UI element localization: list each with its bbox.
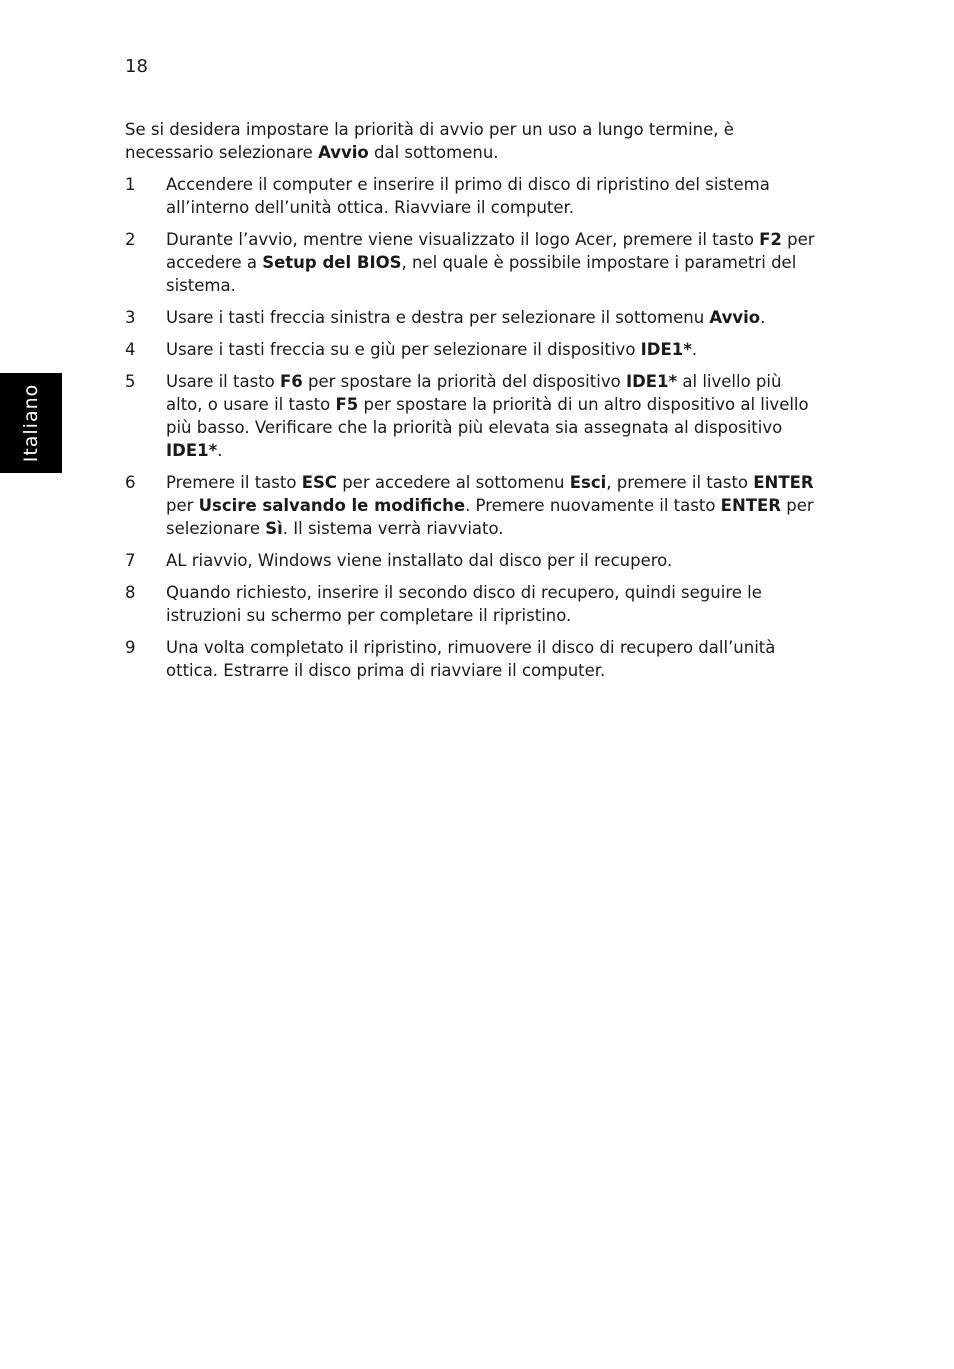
- step-item: [125, 549, 815, 572]
- bold-term: Uscire salvando le modifiche: [198, 496, 466, 515]
- step-item: [125, 370, 815, 462]
- text-run: Quando richiesto, inserire il secondo disco di recupero, quindi seguire le istruzioni su schermo per completare il ripristino.: [166, 583, 762, 625]
- text-run: , premere il tasto: [606, 473, 754, 492]
- bold-term: Avvio: [318, 143, 369, 162]
- text-run: .: [217, 441, 223, 460]
- step-number: 5: [125, 372, 136, 391]
- step-text: [166, 338, 815, 361]
- step-number: 7: [125, 551, 136, 570]
- step-item: [125, 581, 815, 627]
- text-run: Accendere il computer e inserire il primo di disco di ripristino del sistema all’interno dell’unità ottica. Riavviare il computer.: [166, 175, 770, 217]
- text-run: Una volta completato il ripristino, rimuovere il disco di recupero dall’unità ottica. Estrarre il disco prima di riavviare il computer.: [166, 638, 776, 680]
- step-text: [166, 471, 815, 540]
- step-item: [125, 173, 815, 219]
- step-text: [166, 173, 815, 219]
- page-content: [125, 118, 815, 691]
- bold-term: F2: [759, 230, 782, 249]
- text-run: Usare i tasti freccia su e giù per selezionare il dispositivo: [166, 340, 641, 359]
- text-run: .: [760, 308, 766, 327]
- step-item: [125, 338, 815, 361]
- text-run: dal sottomenu.: [368, 143, 499, 162]
- step-item: [125, 471, 815, 540]
- bold-term: ENTER: [753, 473, 814, 492]
- language-side-tab: [0, 373, 62, 473]
- language-side-tab-label: Italiano: [20, 383, 42, 463]
- step-number: 3: [125, 308, 136, 327]
- text-run: .: [691, 340, 698, 359]
- bold-term: IDE1*: [640, 340, 692, 359]
- step-number: 1: [125, 175, 136, 194]
- text-run: per accedere al sottomenu: [336, 473, 570, 492]
- text-run: . Premere nuovamente il tasto: [465, 496, 721, 515]
- step-text: [166, 549, 815, 572]
- text-run: Usare il tasto: [166, 372, 281, 391]
- step-number: 9: [125, 638, 136, 657]
- text-run: Se si desidera impostare la priorità di avvio per un uso a lungo termine, è necessario selezionare: [125, 120, 734, 162]
- step-text: [166, 228, 815, 297]
- text-run: al livello più alto, o usare il tasto: [166, 372, 782, 414]
- step-number: 6: [125, 473, 136, 492]
- bold-term: Sì: [265, 519, 283, 538]
- bold-term: F5: [335, 395, 359, 414]
- page-number: 18: [125, 56, 148, 77]
- bold-term: Avvio: [709, 308, 761, 327]
- text-run: per: [166, 496, 199, 515]
- step-item: [125, 636, 815, 682]
- text-run: per accedere a: [166, 230, 815, 272]
- text-run: Usare i tasti freccia sinistra e destra per selezionare il sottomenu: [166, 308, 710, 327]
- bold-term: IDE1*: [625, 372, 678, 391]
- step-text: [166, 636, 815, 682]
- text-run: , nel quale è possibile impostare i parametri del sistema.: [166, 253, 797, 295]
- steps-list: [125, 173, 815, 682]
- step-item: [125, 306, 815, 329]
- text-run: per spostare la priorità del dispositivo: [302, 372, 626, 391]
- step-text: [166, 581, 815, 627]
- step-number: 4: [125, 340, 136, 359]
- bold-term: Esci: [569, 473, 607, 492]
- bold-term: ESC: [301, 473, 337, 492]
- text-run: per selezionare: [166, 496, 814, 538]
- bold-term: Setup del BIOS: [262, 253, 402, 272]
- text-run: . Il sistema verrà riavviato.: [282, 519, 504, 538]
- step-text: [166, 306, 815, 329]
- step-number: 8: [125, 583, 136, 602]
- intro-paragraph: [125, 118, 815, 164]
- text-run: per spostare la priorità di un altro dispositivo al livello più basso. Verificare che la priorità più elevata sia assegnata al dispositivo: [166, 395, 809, 437]
- bold-term: F6: [280, 372, 303, 391]
- text-run: Premere il tasto: [166, 473, 302, 492]
- text-run: AL riavvio, Windows viene installato dal disco per il recupero.: [166, 551, 673, 570]
- text-run: Durante l’avvio, mentre viene visualizzato il logo Acer, premere il tasto: [166, 230, 760, 249]
- bold-term: IDE1*: [166, 441, 218, 460]
- step-item: [125, 228, 815, 297]
- step-number: 2: [125, 230, 136, 249]
- step-text: [166, 370, 815, 462]
- bold-term: ENTER: [720, 496, 781, 515]
